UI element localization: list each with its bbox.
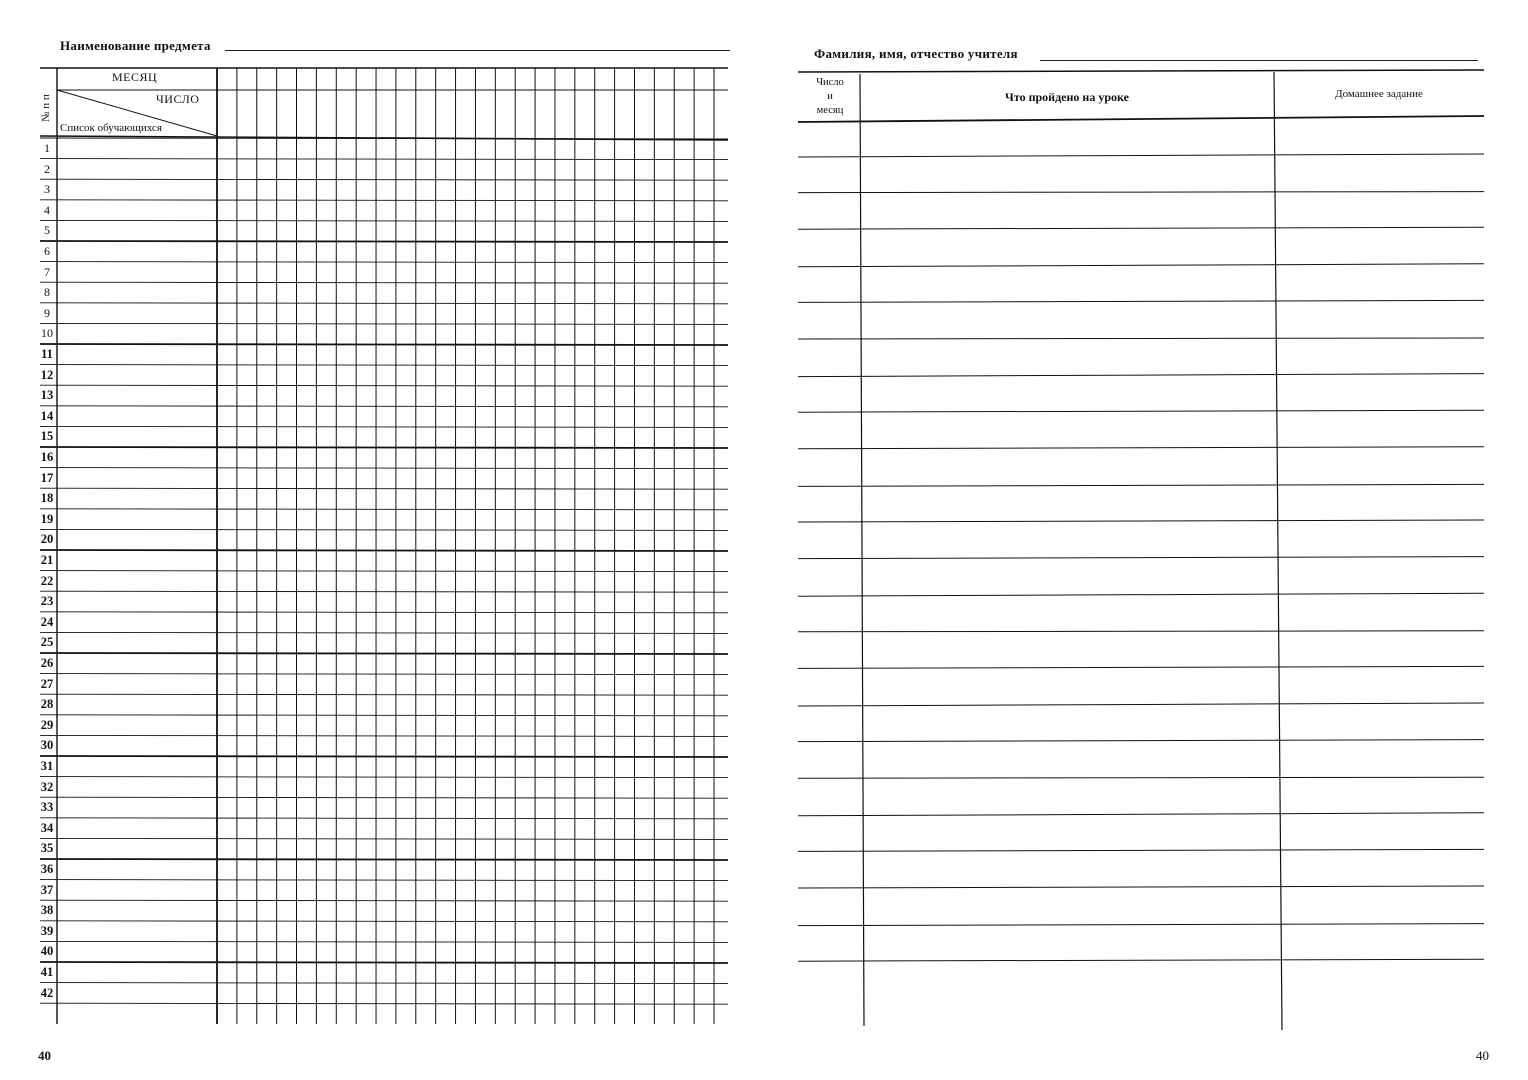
header-student-list: Список обучающихся — [60, 122, 162, 134]
row-number: 30 — [40, 738, 54, 753]
row-number: 13 — [40, 388, 54, 403]
row-number: 40 — [40, 944, 54, 959]
grid-row-line — [40, 138, 728, 139]
log-row-line — [798, 338, 1484, 339]
grid-row-line — [40, 488, 728, 489]
row-number: 4 — [44, 202, 50, 217]
column-header-date-line2: и — [827, 91, 833, 102]
row-number: 38 — [40, 903, 54, 918]
right-page — [764, 0, 1528, 1080]
row-number: 36 — [40, 862, 54, 876]
grid-row-line — [40, 220, 728, 221]
log-row-line — [798, 777, 1484, 778]
grid-row-line — [40, 385, 728, 386]
log-top-border — [798, 70, 1484, 72]
grid-row-line — [40, 262, 728, 263]
row-number: 6 — [44, 244, 50, 258]
grid-row-line — [40, 921, 728, 922]
row-number: 27 — [40, 676, 54, 691]
row-number: 20 — [40, 532, 54, 547]
page-number-right: 40 — [1476, 1048, 1489, 1063]
grid-row-line-thick — [40, 241, 728, 242]
grid-row-line — [40, 983, 728, 984]
header-number: ЧИСЛО — [156, 92, 200, 106]
grid-row-line — [40, 159, 728, 160]
row-number: 29 — [40, 717, 54, 732]
log-row-line — [798, 924, 1484, 926]
row-number: 26 — [40, 656, 54, 670]
grid-row-line — [40, 303, 728, 304]
header-month: МЕСЯЦ — [112, 70, 158, 84]
row-number: 17 — [40, 470, 54, 485]
lesson-log-grid — [764, 0, 1528, 1080]
grid-row-line — [40, 282, 728, 283]
grid-row-line — [40, 715, 728, 716]
log-row-line — [798, 849, 1484, 851]
teacher-label: Фамилия, имя, отчество учителя — [814, 46, 1018, 61]
grid-row-line-thick — [40, 447, 728, 448]
log-row-line — [798, 410, 1484, 412]
grid-row-line — [40, 694, 728, 695]
grid-row-line — [40, 426, 728, 427]
row-number: 9 — [44, 305, 50, 320]
row-number: 32 — [40, 779, 54, 794]
subject-label: Наименование предмета — [60, 38, 211, 53]
column-header-date-line3: месяц — [816, 105, 844, 116]
log-row-line — [798, 886, 1484, 888]
row-number: 34 — [40, 820, 54, 835]
row-number: 10 — [41, 326, 53, 341]
grid-row-line — [40, 818, 728, 819]
row-number: 41 — [40, 965, 54, 979]
log-row-line — [798, 959, 1484, 961]
grid-row-line-thick — [40, 859, 728, 860]
log-row-line — [798, 227, 1484, 229]
log-row-line — [798, 813, 1484, 816]
row-number: 14 — [40, 408, 54, 423]
grid-row-line — [40, 406, 728, 407]
grid-row-line — [40, 838, 728, 839]
grid-row-line — [40, 777, 728, 778]
grid-row-line-thick — [40, 550, 728, 551]
row-number: 3 — [44, 182, 50, 197]
log-row-line — [798, 154, 1484, 157]
grid-row-line-thick — [40, 962, 728, 963]
grid-row-line — [40, 880, 728, 881]
row-number: 7 — [44, 264, 50, 279]
log-row-line — [798, 300, 1484, 302]
log-row-line — [798, 631, 1484, 632]
attendance-grid — [0, 0, 760, 1080]
grid-row-line-thick — [40, 653, 728, 654]
log-header-bottom — [798, 116, 1484, 122]
log-row-line — [798, 666, 1484, 668]
row-number: 5 — [44, 223, 50, 238]
row-number: 11 — [41, 347, 53, 361]
grid-row-line — [40, 674, 728, 675]
log-col-divider-date — [860, 74, 864, 1026]
column-header-covered: Что пройдено на уроке — [1005, 90, 1129, 104]
grid-row-line — [40, 797, 728, 798]
log-row-line — [798, 192, 1484, 193]
grid-row-line — [40, 323, 728, 324]
row-number: 8 — [44, 285, 50, 300]
grid-row-line — [40, 509, 728, 510]
log-row-line — [798, 264, 1484, 267]
row-number: 19 — [40, 511, 54, 526]
row-number: 22 — [40, 573, 54, 588]
row-number: 1 — [44, 141, 50, 155]
row-number: 15 — [40, 429, 54, 444]
row-number: 25 — [40, 635, 54, 650]
row-number: 2 — [44, 161, 50, 176]
log-row-line — [798, 484, 1484, 486]
left-page — [0, 0, 760, 1080]
log-row-line — [798, 374, 1484, 377]
log-row-line — [798, 520, 1484, 522]
page-number-left: 40 — [38, 1048, 51, 1063]
log-row-line — [798, 557, 1484, 559]
log-row-line — [798, 593, 1484, 596]
grid-row-line — [40, 735, 728, 736]
header-row-number: № п п — [40, 94, 52, 122]
row-number: 12 — [40, 367, 54, 382]
column-header-date-line1: Число — [816, 77, 844, 88]
row-number: 42 — [40, 985, 54, 1000]
grid-row-line — [40, 365, 728, 366]
column-header-date — [800, 76, 860, 118]
row-number: 37 — [40, 882, 54, 897]
row-number: 23 — [40, 594, 54, 609]
grid-row-line — [40, 941, 728, 942]
grid-row-line — [40, 612, 728, 613]
grid-row-line — [40, 900, 728, 901]
grid-row-line — [40, 571, 728, 572]
grid-row-line — [40, 591, 728, 592]
row-number: 35 — [40, 841, 54, 856]
grid-row-line-thick — [40, 344, 728, 345]
row-number: 31 — [40, 759, 54, 773]
grid-row-line — [40, 1003, 728, 1004]
log-row-line — [798, 740, 1484, 742]
column-header-homework: Домашнее задание — [1335, 88, 1423, 100]
log-row-line — [798, 703, 1484, 706]
row-number: 21 — [40, 553, 54, 567]
log-row-line — [798, 447, 1484, 449]
grid-row-line-thick — [40, 756, 728, 757]
row-number: 39 — [40, 923, 54, 938]
row-number: 16 — [40, 450, 54, 464]
grid-row-line — [40, 529, 728, 530]
grid-row-line — [40, 200, 728, 201]
row-number: 33 — [40, 800, 54, 815]
grid-row-line — [40, 179, 728, 180]
row-number: 28 — [40, 697, 54, 712]
grid-row-line — [40, 632, 728, 633]
row-number: 18 — [40, 491, 54, 506]
row-number: 24 — [40, 614, 54, 629]
grid-row-line — [40, 468, 728, 469]
